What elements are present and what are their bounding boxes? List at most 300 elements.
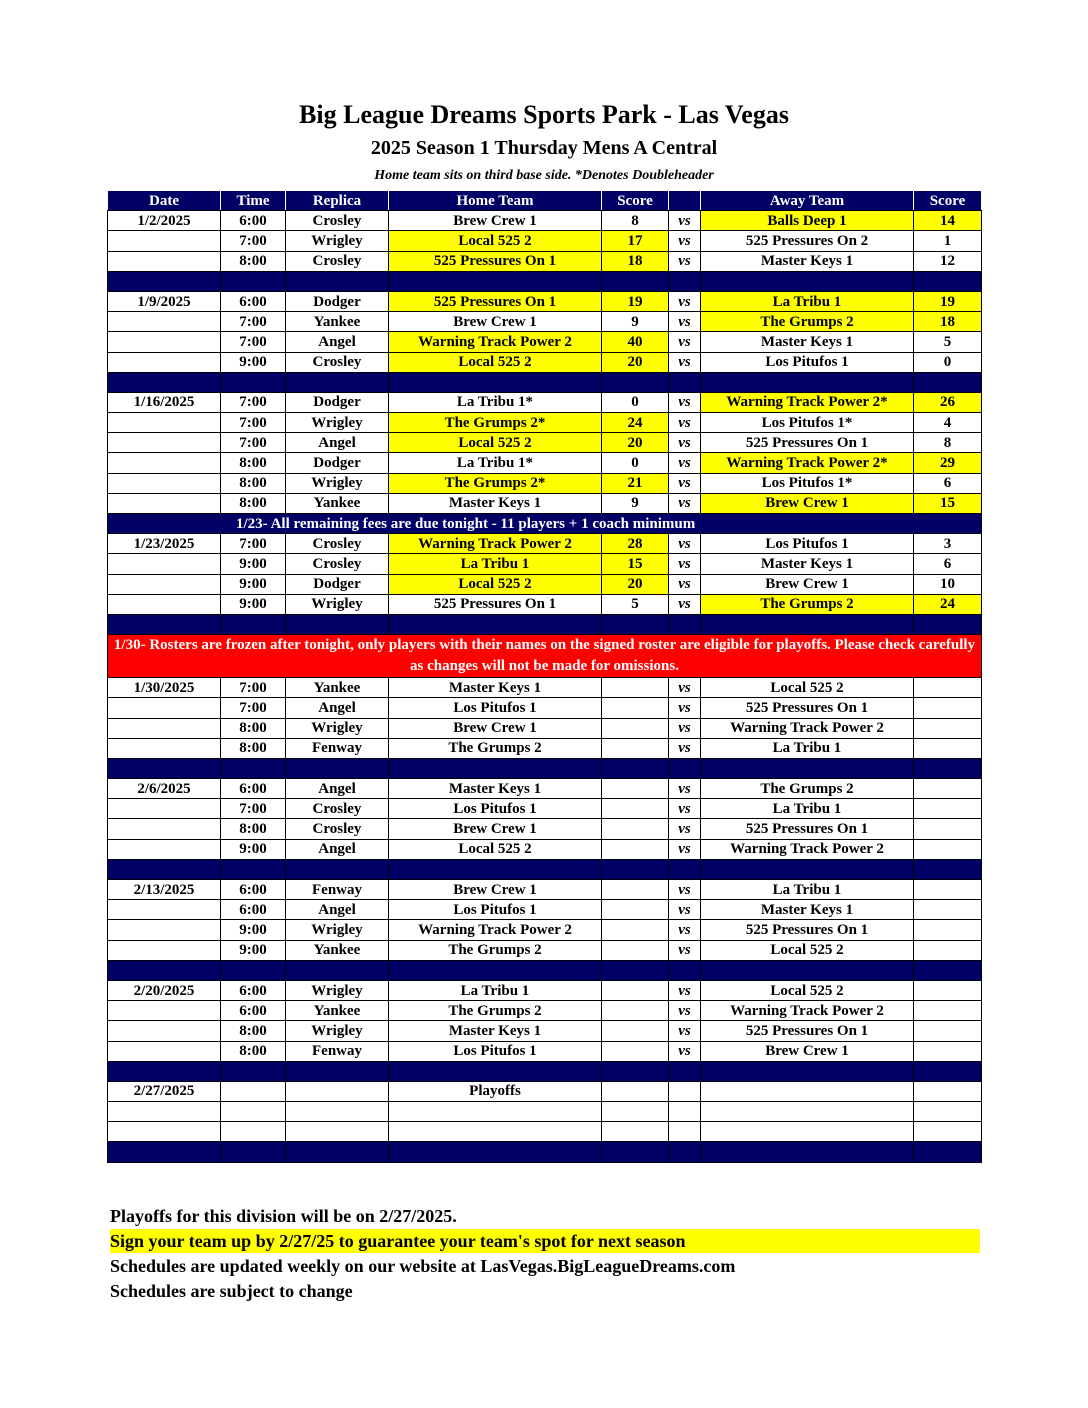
- cell-time: 6:00: [221, 880, 286, 900]
- separator-cell: [602, 960, 669, 980]
- cell-away-score: [914, 1081, 982, 1101]
- table-row: [108, 574, 982, 594]
- table-row: [108, 698, 982, 718]
- cell-away-team: The Grumps 2: [701, 312, 914, 332]
- separator-cell: [286, 271, 389, 291]
- column-header-time: Time: [221, 191, 286, 211]
- cell-away-team: Local 525 2: [701, 678, 914, 698]
- cell-away-score: [914, 1122, 982, 1142]
- cell-away-team: 525 Pressures On 2: [701, 231, 914, 251]
- table-row: [108, 1102, 982, 1122]
- cell-home-team: Brew Crew 1: [389, 819, 602, 839]
- cell-away-score: [914, 819, 982, 839]
- cell-replica: [286, 1102, 389, 1122]
- cell-away-score: [914, 940, 982, 960]
- cell-away-team: 525 Pressures On 1: [701, 819, 914, 839]
- page-subtitle: 2025 Season 1 Thursday Mens A Central: [370, 137, 718, 159]
- column-header-home-score: Score: [602, 191, 669, 211]
- cell-away-score: 24: [914, 594, 982, 614]
- cell-time: 8:00: [221, 1041, 286, 1061]
- cell-time: [221, 1122, 286, 1142]
- cell-replica: Yankee: [286, 312, 389, 332]
- cell-home-team: 525 Pressures On 1: [389, 291, 602, 311]
- table-row: [108, 920, 982, 940]
- cell-home-team: La Tribu 1: [389, 980, 602, 1000]
- cell-home-team: Master Keys 1: [389, 678, 602, 698]
- cell-date: 2/6/2025: [108, 779, 221, 799]
- cell-date: [108, 251, 221, 271]
- cell-home-team: Brew Crew 1: [389, 312, 602, 332]
- separator-cell: [602, 614, 669, 634]
- cell-replica: Yankee: [286, 1001, 389, 1021]
- cell-away-team: 525 Pressures On 1: [701, 433, 914, 453]
- separator-cell: [108, 960, 221, 980]
- cell-date: [108, 493, 221, 513]
- separator-cell: [108, 1142, 221, 1162]
- separator-cell: [602, 271, 669, 291]
- table-row: [108, 940, 982, 960]
- cell-home-score: [602, 880, 669, 900]
- cell-home-score: 0: [602, 392, 669, 412]
- separator-cell: [701, 614, 914, 634]
- cell-home-team: The Grumps 2: [389, 1001, 602, 1021]
- cell-vs: vs: [669, 332, 701, 352]
- column-header-date: Date: [108, 191, 221, 211]
- column-header-away-score: Score: [914, 191, 982, 211]
- cell-away-team: 525 Pressures On 1: [701, 1021, 914, 1041]
- table-row: [108, 1021, 982, 1041]
- cell-away-score: [914, 738, 982, 758]
- cell-away-score: 14: [914, 211, 982, 231]
- cell-away-score: [914, 1001, 982, 1021]
- cell-home-score: 15: [602, 554, 669, 574]
- cell-vs: vs: [669, 799, 701, 819]
- column-header-home-team: Home Team: [389, 191, 602, 211]
- cell-away-score: [914, 698, 982, 718]
- separator-cell: [602, 1061, 669, 1081]
- cell-replica: Crosley: [286, 534, 389, 554]
- cell-date: [108, 473, 221, 493]
- cell-replica: Yankee: [286, 493, 389, 513]
- separator-cell: [221, 614, 286, 634]
- cell-home-score: [602, 799, 669, 819]
- cell-away-score: [914, 980, 982, 1000]
- cell-home-team: The Grumps 2*: [389, 413, 602, 433]
- cell-vs: vs: [669, 779, 701, 799]
- cell-away-score: [914, 880, 982, 900]
- separator-cell: [389, 271, 602, 291]
- separator-row: [108, 1061, 982, 1081]
- cell-away-team: Warning Track Power 2*: [701, 453, 914, 473]
- cell-time: 8:00: [221, 453, 286, 473]
- cell-away-team: The Grumps 2: [701, 594, 914, 614]
- cell-home-team: Warning Track Power 2: [389, 534, 602, 554]
- table-row: [108, 900, 982, 920]
- cell-home-team: La Tribu 1: [389, 554, 602, 574]
- cell-vs: [669, 1081, 701, 1101]
- cell-home-score: [602, 779, 669, 799]
- cell-vs: vs: [669, 839, 701, 859]
- separator-cell: [221, 758, 286, 778]
- cell-away-team: Warning Track Power 2: [701, 1001, 914, 1021]
- separator-cell: [286, 372, 389, 392]
- cell-away-score: [914, 799, 982, 819]
- separator-cell: [602, 859, 669, 879]
- cell-away-score: 19: [914, 291, 982, 311]
- cell-home-score: [602, 1081, 669, 1101]
- cell-away-score: [914, 718, 982, 738]
- table-row: [108, 534, 982, 554]
- cell-home-score: [602, 900, 669, 920]
- cell-away-team: Warning Track Power 2: [701, 718, 914, 738]
- cell-time: 7:00: [221, 392, 286, 412]
- column-header-away-team: Away Team: [701, 191, 914, 211]
- cell-home-team: La Tribu 1*: [389, 453, 602, 473]
- cell-time: 6:00: [221, 1001, 286, 1021]
- cell-date: [108, 554, 221, 574]
- cell-replica: Fenway: [286, 738, 389, 758]
- cell-vs: vs: [669, 251, 701, 271]
- cell-home-team: Los Pitufos 1: [389, 900, 602, 920]
- cell-replica: Dodger: [286, 392, 389, 412]
- cell-time: 9:00: [221, 594, 286, 614]
- cell-date: [108, 453, 221, 473]
- playoffs-note: Playoffs for this division will be on 2/27/2025.: [110, 1206, 457, 1226]
- cell-home-score: 5: [602, 594, 669, 614]
- cell-date: 1/23/2025: [108, 534, 221, 554]
- cell-away-score: 5: [914, 332, 982, 352]
- table-row: [108, 352, 982, 372]
- cell-away-score: 10: [914, 574, 982, 594]
- cell-away-team: Los Pitufos 1: [701, 352, 914, 372]
- cell-home-team: Local 525 2: [389, 352, 602, 372]
- cell-home-team: Local 525 2: [389, 839, 602, 859]
- cell-away-score: 6: [914, 554, 982, 574]
- schedule-body: [108, 211, 982, 1162]
- table-row: [108, 1041, 982, 1061]
- cell-home-score: 0: [602, 453, 669, 473]
- cell-date: [108, 433, 221, 453]
- cell-replica: Angel: [286, 839, 389, 859]
- table-row: [108, 211, 982, 231]
- cell-home-team: 525 Pressures On 1: [389, 251, 602, 271]
- cell-date: 2/20/2025: [108, 980, 221, 1000]
- cell-replica: Crosley: [286, 251, 389, 271]
- cell-home-team: The Grumps 2: [389, 940, 602, 960]
- cell-away-score: 15: [914, 493, 982, 513]
- cell-vs: vs: [669, 678, 701, 698]
- cell-home-team: [389, 1122, 602, 1142]
- cell-vs: vs: [669, 718, 701, 738]
- doubleheader-note: Home team sits on third base side. *Denotes Doubleheader: [374, 168, 714, 183]
- table-row: [108, 718, 982, 738]
- cell-away-team: Los Pitufos 1*: [701, 473, 914, 493]
- cell-away-team: La Tribu 1: [701, 880, 914, 900]
- cell-home-score: 24: [602, 413, 669, 433]
- cell-away-team: Brew Crew 1: [701, 574, 914, 594]
- separator-cell: [669, 1061, 701, 1081]
- separator-row: [108, 960, 982, 980]
- cell-replica: Angel: [286, 900, 389, 920]
- separator-cell: [701, 859, 914, 879]
- separator-cell: [286, 859, 389, 879]
- separator-cell: [108, 859, 221, 879]
- cell-vs: vs: [669, 554, 701, 574]
- separator-cell: [914, 1061, 982, 1081]
- cell-time: 9:00: [221, 574, 286, 594]
- cell-home-score: [602, 1102, 669, 1122]
- separator-cell: [669, 372, 701, 392]
- table-row: [108, 799, 982, 819]
- cell-date: [108, 819, 221, 839]
- separator-cell: [602, 1142, 669, 1162]
- table-row: [108, 678, 982, 698]
- separator-cell: [221, 372, 286, 392]
- cell-away-score: 26: [914, 392, 982, 412]
- cell-away-score: 3: [914, 534, 982, 554]
- table-row: [108, 1081, 982, 1101]
- separator-cell: [914, 372, 982, 392]
- cell-vs: vs: [669, 473, 701, 493]
- cell-date: [108, 352, 221, 372]
- cell-time: 8:00: [221, 1021, 286, 1041]
- cell-away-team: [701, 1102, 914, 1122]
- cell-time: 9:00: [221, 940, 286, 960]
- cell-home-team: Playoffs: [389, 1081, 602, 1101]
- cell-replica: Yankee: [286, 940, 389, 960]
- table-row: [108, 554, 982, 574]
- signup-note: Sign your team up by 2/27/25 to guarantee your team's spot for next season: [110, 1229, 980, 1253]
- cell-away-score: [914, 839, 982, 859]
- table-row: [108, 291, 982, 311]
- cell-time: 7:00: [221, 534, 286, 554]
- separator-cell: [914, 960, 982, 980]
- cell-home-score: 28: [602, 534, 669, 554]
- cell-vs: vs: [669, 392, 701, 412]
- cell-home-score: [602, 1041, 669, 1061]
- separator-cell: [108, 372, 221, 392]
- cell-replica: Dodger: [286, 453, 389, 473]
- cell-home-score: [602, 1021, 669, 1041]
- cell-replica: Wrigley: [286, 920, 389, 940]
- cell-home-score: 19: [602, 291, 669, 311]
- cell-replica: Crosley: [286, 554, 389, 574]
- cell-date: [108, 1001, 221, 1021]
- cell-home-team: Los Pitufos 1: [389, 698, 602, 718]
- change-note: Schedules are subject to change: [110, 1281, 353, 1301]
- cell-date: [108, 799, 221, 819]
- table-row: [108, 594, 982, 614]
- cell-time: 6:00: [221, 980, 286, 1000]
- separator-cell: [389, 614, 602, 634]
- cell-replica: Angel: [286, 698, 389, 718]
- cell-date: [108, 698, 221, 718]
- cell-home-team: Brew Crew 1: [389, 880, 602, 900]
- cell-replica: Crosley: [286, 799, 389, 819]
- separator-cell: [602, 372, 669, 392]
- cell-vs: vs: [669, 1021, 701, 1041]
- table-row: [108, 819, 982, 839]
- cell-away-team: Master Keys 1: [701, 900, 914, 920]
- cell-vs: vs: [669, 738, 701, 758]
- cell-home-score: [602, 738, 669, 758]
- cell-home-team: The Grumps 2*: [389, 473, 602, 493]
- cell-away-score: 0: [914, 352, 982, 372]
- cell-away-score: 8: [914, 433, 982, 453]
- table-row: [108, 392, 982, 412]
- cell-away-team: Local 525 2: [701, 980, 914, 1000]
- cell-replica: Dodger: [286, 574, 389, 594]
- cell-home-team: Local 525 2: [389, 574, 602, 594]
- cell-away-team: Brew Crew 1: [701, 1041, 914, 1061]
- fees-notice: 1/23- All remaining fees are due tonight - 11 players + 1 coach minimum: [108, 514, 982, 534]
- separator-row: [108, 859, 982, 879]
- cell-replica: Wrigley: [286, 718, 389, 738]
- cell-date: 2/27/2025: [108, 1081, 221, 1101]
- cell-home-score: [602, 940, 669, 960]
- cell-home-team: La Tribu 1*: [389, 392, 602, 412]
- cell-date: [108, 839, 221, 859]
- separator-cell: [221, 1061, 286, 1081]
- cell-date: [108, 738, 221, 758]
- cell-home-score: 40: [602, 332, 669, 352]
- separator-cell: [286, 758, 389, 778]
- table-row: [108, 413, 982, 433]
- page-title: Big League Dreams Sports Park - Las Vegas: [299, 100, 789, 129]
- cell-time: 7:00: [221, 799, 286, 819]
- cell-date: 1/30/2025: [108, 678, 221, 698]
- separator-cell: [914, 1142, 982, 1162]
- cell-replica: Crosley: [286, 352, 389, 372]
- alert-row: [108, 635, 982, 678]
- cell-vs: vs: [669, 211, 701, 231]
- cell-home-score: [602, 1001, 669, 1021]
- separator-cell: [221, 271, 286, 291]
- separator-cell: [286, 1142, 389, 1162]
- cell-away-team: Warning Track Power 2*: [701, 392, 914, 412]
- cell-time: 9:00: [221, 352, 286, 372]
- cell-home-score: 20: [602, 433, 669, 453]
- cell-away-score: [914, 678, 982, 698]
- cell-away-team: Master Keys 1: [701, 332, 914, 352]
- separator-cell: [669, 1142, 701, 1162]
- cell-vs: vs: [669, 312, 701, 332]
- cell-time: 7:00: [221, 678, 286, 698]
- cell-away-team: Los Pitufos 1: [701, 534, 914, 554]
- cell-vs: vs: [669, 231, 701, 251]
- separator-cell: [389, 1142, 602, 1162]
- cell-time: [221, 1081, 286, 1101]
- separator-cell: [389, 758, 602, 778]
- cell-away-team: La Tribu 1: [701, 291, 914, 311]
- cell-home-team: Local 525 2: [389, 231, 602, 251]
- table-row: [108, 251, 982, 271]
- separator-cell: [389, 960, 602, 980]
- cell-away-score: 12: [914, 251, 982, 271]
- cell-home-team: Brew Crew 1: [389, 211, 602, 231]
- cell-date: [108, 312, 221, 332]
- cell-home-score: 17: [602, 231, 669, 251]
- table-row: [108, 779, 982, 799]
- roster-alert: 1/30- Rosters are frozen after tonight, only players with their names on the signed roster are eligible for playoffs. Please check carefully as changes will not be made for omissions.: [108, 635, 982, 678]
- cell-away-team: Los Pitufos 1*: [701, 413, 914, 433]
- cell-home-team: Los Pitufos 1: [389, 799, 602, 819]
- cell-home-score: 20: [602, 352, 669, 372]
- cell-home-score: 9: [602, 493, 669, 513]
- separator-cell: [221, 960, 286, 980]
- cell-home-team: Brew Crew 1: [389, 718, 602, 738]
- column-header-replica: Replica: [286, 191, 389, 211]
- separator-cell: [701, 271, 914, 291]
- cell-home-score: [602, 920, 669, 940]
- cell-away-score: [914, 1021, 982, 1041]
- separator-cell: [701, 372, 914, 392]
- separator-cell: [108, 271, 221, 291]
- cell-home-team: Master Keys 1: [389, 1021, 602, 1041]
- cell-away-team: [701, 1081, 914, 1101]
- cell-replica: Angel: [286, 332, 389, 352]
- cell-home-score: [602, 718, 669, 738]
- cell-away-score: [914, 920, 982, 940]
- cell-vs: [669, 1102, 701, 1122]
- cell-date: [108, 413, 221, 433]
- cell-time: 7:00: [221, 413, 286, 433]
- table-row: [108, 839, 982, 859]
- table-row: [108, 980, 982, 1000]
- cell-date: 1/2/2025: [108, 211, 221, 231]
- cell-date: [108, 940, 221, 960]
- cell-home-score: 20: [602, 574, 669, 594]
- cell-vs: vs: [669, 1001, 701, 1021]
- cell-date: [108, 231, 221, 251]
- cell-away-team: [701, 1122, 914, 1142]
- table-row: [108, 493, 982, 513]
- column-header-vs: [669, 191, 701, 211]
- table-row: [108, 1001, 982, 1021]
- cell-time: 7:00: [221, 433, 286, 453]
- cell-replica: Wrigley: [286, 413, 389, 433]
- cell-vs: vs: [669, 574, 701, 594]
- separator-cell: [669, 960, 701, 980]
- cell-time: 8:00: [221, 738, 286, 758]
- table-row: [108, 312, 982, 332]
- cell-away-team: 525 Pressures On 1: [701, 920, 914, 940]
- cell-home-team: Local 525 2: [389, 433, 602, 453]
- table-row: [108, 880, 982, 900]
- cell-vs: vs: [669, 413, 701, 433]
- separator-cell: [221, 859, 286, 879]
- cell-away-team: Warning Track Power 2: [701, 839, 914, 859]
- table-row: [108, 1122, 982, 1142]
- separator-cell: [914, 271, 982, 291]
- cell-time: 7:00: [221, 312, 286, 332]
- cell-home-team: Master Keys 1: [389, 779, 602, 799]
- cell-date: [108, 574, 221, 594]
- cell-home-score: [602, 980, 669, 1000]
- separator-cell: [602, 758, 669, 778]
- cell-home-score: 21: [602, 473, 669, 493]
- cell-away-team: La Tribu 1: [701, 738, 914, 758]
- cell-time: 6:00: [221, 291, 286, 311]
- separator-cell: [389, 859, 602, 879]
- cell-home-score: 18: [602, 251, 669, 271]
- cell-time: 8:00: [221, 819, 286, 839]
- cell-replica: Wrigley: [286, 980, 389, 1000]
- cell-away-score: 1: [914, 231, 982, 251]
- cell-away-score: 29: [914, 453, 982, 473]
- table-row: [108, 433, 982, 453]
- cell-home-team: [389, 1102, 602, 1122]
